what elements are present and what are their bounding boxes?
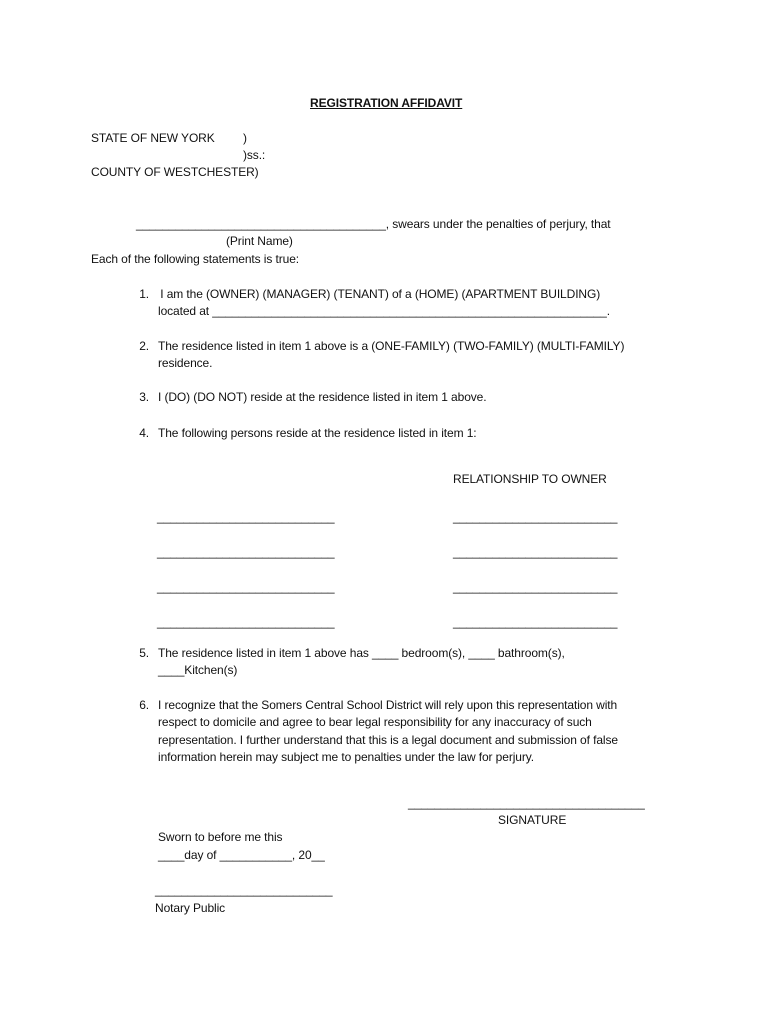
print-name-label: (Print Name) [226, 234, 293, 248]
sworn-date-line: ____day of ___________, 20__ [158, 848, 325, 862]
resident-relationship-line: _________________________ [453, 580, 618, 594]
item-1-number: 1. [139, 287, 149, 301]
resident-relationship-line: _________________________ [453, 545, 618, 559]
statements-intro: Each of the following statements is true: [91, 252, 300, 266]
item-6-line-4: information herein may subject me to penalties under the law for perjury. [158, 750, 535, 764]
name-line: ______________________________________, swears under the penalties of perjury, that [136, 217, 611, 231]
item-5-number: 5. [139, 646, 149, 660]
item-2-line-2: residence. [158, 356, 213, 370]
venue-paren: ) [243, 131, 247, 145]
item-6-number: 6. [139, 698, 149, 712]
item-2-line-1: The residence listed in item 1 above is a (ONE-FAMILY) (TWO-FAMILY) (MULTI-FAMILY) [158, 339, 625, 353]
venue-state: STATE OF NEW YORK [91, 131, 215, 145]
notary-signature-line: ___________________________ [155, 883, 333, 897]
item-1-line-2: located at ____________________________________________________________. [158, 304, 610, 318]
item-3-line-1: I (DO) (DO NOT) reside at the residence listed in item 1 above. [158, 390, 487, 404]
venue-county: COUNTY OF WESTCHESTER) [91, 165, 259, 179]
resident-name-line: ___________________________ [157, 545, 335, 559]
relationship-header: RELATIONSHIP TO OWNER [453, 472, 607, 486]
venue-ss: )ss.: [243, 148, 266, 162]
item-3-number: 3. [139, 390, 149, 404]
resident-relationship-line: _________________________ [453, 615, 618, 629]
resident-name-line: ___________________________ [157, 580, 335, 594]
signature-label: SIGNATURE [498, 813, 567, 827]
item-1-line-1: I am the (OWNER) (MANAGER) (TENANT) of a (HOME) (APARTMENT BUILDING) [157, 287, 601, 301]
item-5-line-2: ____Kitchen(s) [158, 663, 238, 677]
item-6-line-3: representation. I further understand that this is a legal document and submission of false [158, 733, 618, 747]
signature-line: ____________________________________ [408, 796, 645, 810]
notary-label: Notary Public [155, 901, 226, 915]
item-6-line-1: I recognize that the Somers Central School District will rely upon this representation with [158, 698, 618, 712]
resident-relationship-line: _________________________ [453, 510, 618, 524]
document-title: REGISTRATION AFFIDAVIT [310, 96, 463, 110]
item-2-number: 2. [139, 339, 149, 353]
item-4-line-1: The following persons reside at the residence listed in item 1: [158, 426, 477, 440]
sworn-text: Sworn to before me this [158, 830, 283, 844]
resident-name-line: ___________________________ [157, 615, 335, 629]
item-4-number: 4. [139, 426, 149, 440]
item-5-line-1: The residence listed in item 1 above has ____ bedroom(s), ____ bathroom(s), [158, 646, 565, 660]
resident-name-line: ___________________________ [157, 510, 335, 524]
item-6-line-2: respect to domicile and agree to bear legal responsibility for any inaccuracy of such [158, 715, 592, 729]
